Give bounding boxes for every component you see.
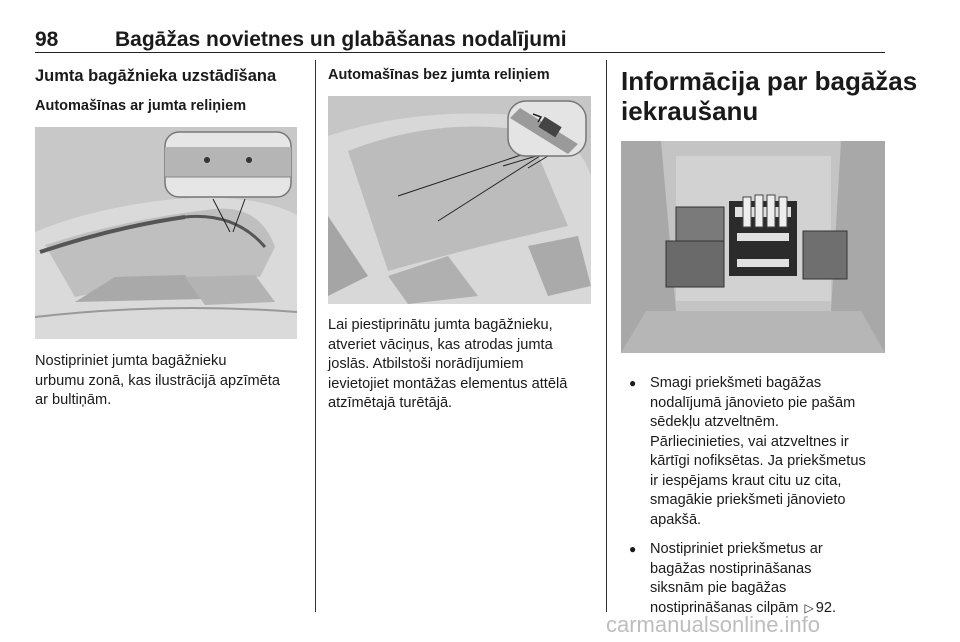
column-divider-2 <box>606 60 607 612</box>
col1-paragraph: Nostipriniet jumta bagāžnieku urbumu zonā, kas ilustrācijā apzīmēta ar bultiņām. <box>35 353 280 408</box>
subsection-title-without-rails: Automašīnas bez jumta reliņiem <box>328 67 550 83</box>
page-header <box>35 22 885 53</box>
section-title-loading: Informācija par bagāžas iekraušanu <box>621 66 918 126</box>
page-reference-link[interactable]: 92. <box>815 599 837 616</box>
bullet-dot-icon: ● <box>629 542 637 556</box>
column-divider-1 <box>315 60 316 612</box>
loading-bullets <box>621 374 911 628</box>
col2-paragraph: Lai piestiprinātu jumta bagāžnieku, atveriet vāciņus, kas atrodas jumta joslās. Atbilstoši norādījumiem ievietojiet montāžas elementus attēlā atzīmētajā turētājā. <box>328 317 568 411</box>
page-number: 98 <box>35 28 59 51</box>
bullet-dot-icon: ● <box>629 376 637 390</box>
figure-roof-rails <box>35 127 297 339</box>
section-title: Jumta bagāžnieka uzstādīšana <box>35 67 277 85</box>
figure-cargo-loading <box>621 141 885 353</box>
subsection-title-with-rails: Automašīnas ar jumta reliņiem <box>35 98 247 114</box>
list-item: ● Smagi priekšmeti bagāžas nodalījumā jānovieto pie pašām sēdekļu atzveltnēm. Pārliecinieties, vai atzveltnes ir kārtīgi nofiksētas. Ja priekšmetus ir iespējams kraut citu uz cita, smagākie priekšmeti jānovieto apakšā. <box>629 375 866 528</box>
chapter-title: Bagāžas novietnes un glabāšanas nodalījumi <box>115 28 567 51</box>
watermark: carmanualsonline.info <box>606 612 821 637</box>
list-item: ● Nostipriniet priekšmetus ar bagāžas nostiprināšanas siksnām pie bagāžas nostiprināšanas cilpām ▷ 92. <box>621 540 911 618</box>
figure-roof-no-rails <box>328 96 591 304</box>
arrow-ref-icon[interactable]: ▷ <box>804 600 814 615</box>
